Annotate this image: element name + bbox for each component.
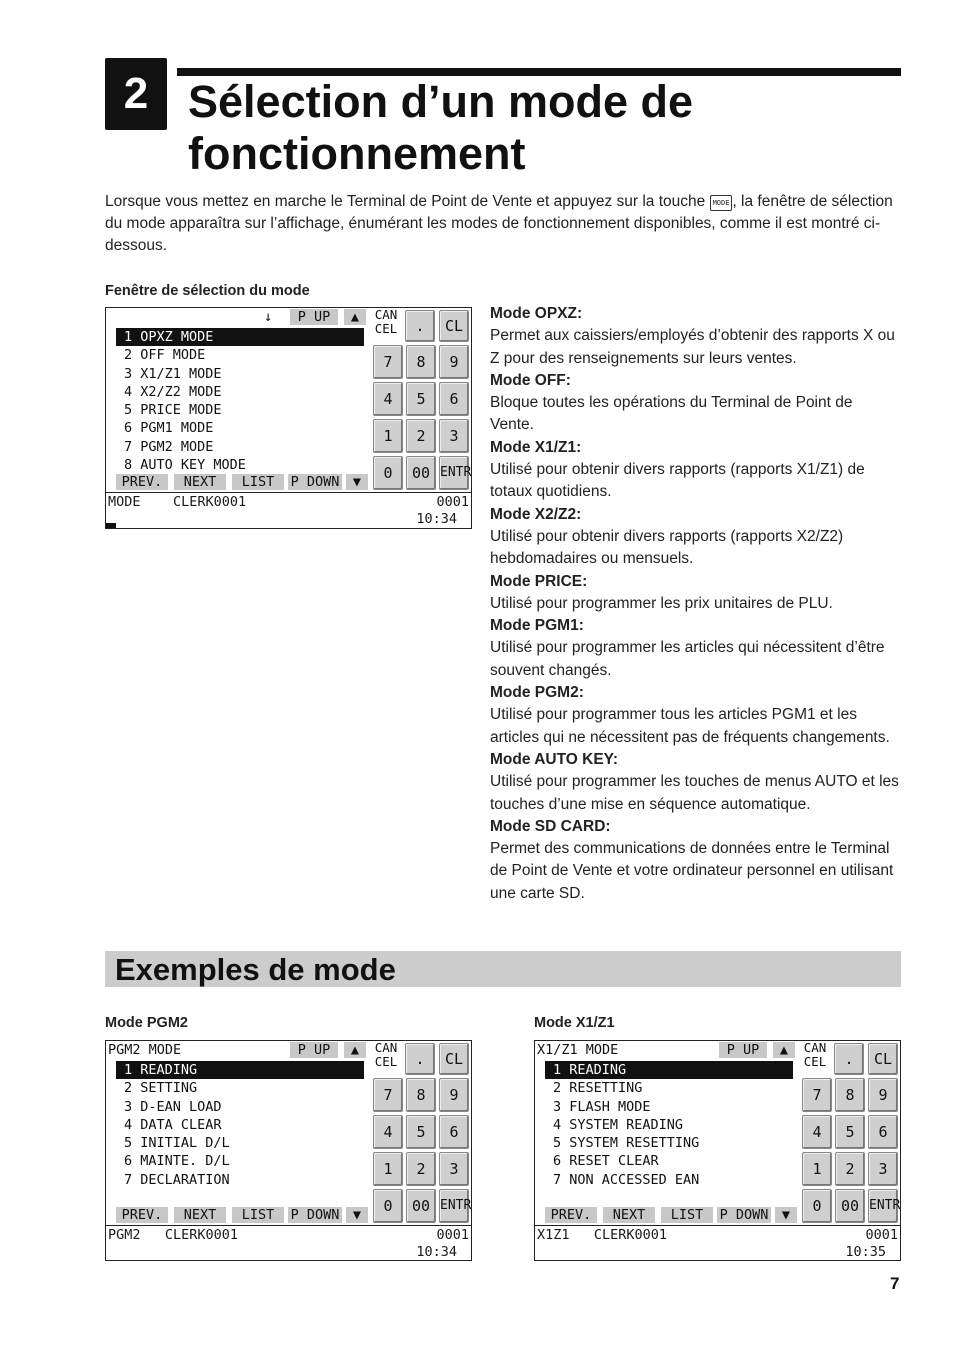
- desc-heading-price: Mode PRICE:: [490, 572, 588, 590]
- key-4[interactable]: 4: [802, 1115, 832, 1149]
- desc-heading-sd-card: Mode SD CARD:: [490, 817, 611, 835]
- menu-item-system-reading[interactable]: 4 SYSTEM READING: [553, 1116, 684, 1133]
- menu-item-resetting[interactable]: 2 RESETTING: [553, 1080, 643, 1097]
- page-down-button[interactable]: P DOWN: [288, 474, 342, 490]
- numeric-keypad: [371, 308, 472, 492]
- pgm2-menu-list: [116, 1061, 364, 1189]
- clear-key[interactable]: CL: [439, 1043, 469, 1075]
- cancel-key-line2: CEL: [374, 1054, 398, 1069]
- cancel-key-line2: CEL: [803, 1054, 827, 1069]
- key-0[interactable]: 0: [802, 1189, 832, 1223]
- desc-heading-pgm2: Mode PGM2:: [490, 684, 584, 702]
- key-0[interactable]: 0: [373, 1189, 403, 1223]
- key-2[interactable]: 2: [835, 1152, 865, 1186]
- key-2[interactable]: 2: [406, 419, 436, 453]
- status-line: [106, 492, 471, 528]
- mode-key-icon: MODE: [710, 195, 733, 211]
- key-7[interactable]: 7: [802, 1078, 832, 1112]
- x1z1-mode-screen: [534, 1040, 901, 1261]
- key-8[interactable]: 8: [406, 1078, 436, 1112]
- cancel-key-line1: CAN: [803, 1040, 827, 1055]
- menu-item-reset-clear[interactable]: 6 RESET CLEAR: [553, 1153, 659, 1170]
- menu-item-price[interactable]: 5 PRICE MODE: [124, 402, 222, 419]
- softkey-bar: [108, 1206, 370, 1224]
- key-5[interactable]: 5: [406, 1115, 436, 1149]
- status-line: [106, 1225, 471, 1261]
- scroll-up-icon[interactable]: ▲: [773, 1042, 795, 1058]
- cancel-key[interactable]: [371, 308, 401, 342]
- pgm2-mode-screen: [105, 1040, 472, 1261]
- cancel-key[interactable]: [800, 1041, 830, 1075]
- decimal-key[interactable]: .: [405, 1043, 435, 1075]
- desc-text-x2z2: Utilisé pour obtenir divers rapports (rapports X2/Z2) hebdomadaires ou mensuels.: [490, 527, 844, 568]
- status-time: 10:35: [845, 1244, 886, 1260]
- desc-text-price: Utilisé pour programmer les prix unitaires de PLU.: [490, 594, 833, 612]
- desc-text-auto-key: Utilisé pour programmer les touches de menus AUTO et les touches d’une mise en séquence automatique.: [490, 773, 899, 813]
- key-3[interactable]: 3: [439, 1152, 469, 1186]
- key-3[interactable]: 3: [868, 1152, 898, 1186]
- menu-item-x1z1[interactable]: 3 X1/Z1 MODE: [124, 365, 222, 382]
- scroll-down-icon[interactable]: ▼: [346, 1207, 368, 1223]
- key-7[interactable]: 7: [373, 345, 403, 379]
- key-5[interactable]: 5: [406, 382, 436, 416]
- menu-item-pgm1[interactable]: 6 PGM1 MODE: [124, 420, 214, 437]
- status-line: [535, 1225, 900, 1261]
- next-button[interactable]: NEXT: [603, 1207, 655, 1223]
- page-title: Sélection d’un mode de fonctionnement: [188, 76, 694, 179]
- key-4[interactable]: 4: [373, 1115, 403, 1149]
- page-up-button[interactable]: P UP: [290, 309, 338, 325]
- chapter-number: 2: [105, 58, 167, 130]
- desc-text-pgm1: Utilisé pour programmer les articles qui nécessitent d’être souvent changés.: [490, 639, 885, 679]
- down-arrow-icon: ↓: [264, 309, 273, 325]
- key-00[interactable]: 00: [406, 456, 436, 490]
- softkey-bar: [537, 1206, 799, 1224]
- desc-heading-opxz: Mode OPXZ:: [490, 305, 583, 322]
- key-1[interactable]: 1: [373, 1152, 403, 1186]
- menu-item-non-accessed-ean[interactable]: 7 NON ACCESSED EAN: [553, 1171, 700, 1188]
- enter-key[interactable]: ENTR: [439, 1189, 469, 1223]
- menu-item-mainte-dl[interactable]: 6 MAINTE. D/L: [124, 1153, 230, 1170]
- desc-heading-off: Mode OFF:: [490, 371, 571, 389]
- title-rule: [177, 68, 901, 76]
- prev-button[interactable]: PREV.: [116, 474, 168, 490]
- page-number: 7: [890, 1274, 900, 1293]
- softkey-bar: [108, 473, 370, 491]
- clear-key[interactable]: CL: [868, 1043, 898, 1075]
- key-9[interactable]: 9: [439, 345, 469, 379]
- key-6[interactable]: 6: [439, 382, 469, 416]
- desc-heading-pgm1: Mode PGM1:: [490, 617, 584, 635]
- key-1[interactable]: 1: [373, 419, 403, 453]
- mode-selection-screen: [105, 307, 472, 529]
- status-mode-clerk: MODE CLERK0001: [108, 494, 247, 510]
- key-6[interactable]: 6: [868, 1115, 898, 1149]
- status-mode-clerk: PGM2 CLERK0001: [108, 1227, 239, 1243]
- desc-heading-x2z2: Mode X2/Z2:: [490, 505, 582, 523]
- menu-item-initial-dl[interactable]: 5 INITIAL D/L: [124, 1135, 230, 1152]
- key-3[interactable]: 3: [439, 419, 469, 453]
- desc-text-pgm2: Utilisé pour programmer tous les articles PGM1 et les articles qui ne nécessitent pas de fréquents changements.: [490, 706, 890, 746]
- menu-item-data-clear[interactable]: 4 DATA CLEAR: [124, 1116, 222, 1133]
- page-down-button[interactable]: P DOWN: [717, 1207, 771, 1223]
- screen-top-bar: [106, 1041, 370, 1059]
- desc-text-opxz: Permet aux caissiers/employés d’obtenir des rapports X ou Z pour des renseignements sur leurs ventes.: [490, 327, 895, 367]
- key-7[interactable]: 7: [373, 1078, 403, 1112]
- scroll-down-icon[interactable]: ▼: [346, 474, 368, 490]
- menu-item-setting[interactable]: 2 SETTING: [124, 1080, 198, 1097]
- menu-item-flash-mode[interactable]: 3 FLASH MODE: [553, 1098, 651, 1115]
- menu-item-d-ean-load[interactable]: 3 D-EAN LOAD: [124, 1098, 222, 1115]
- key-8[interactable]: 8: [406, 345, 436, 379]
- pgm2-caption: Mode PGM2: [105, 1015, 188, 1031]
- enter-key[interactable]: ENTR: [868, 1189, 898, 1223]
- page-up-button[interactable]: P UP: [290, 1042, 338, 1058]
- key-4[interactable]: 4: [373, 382, 403, 416]
- status-time: 10:34: [416, 1244, 457, 1260]
- menu-item-x2z2[interactable]: 4 X2/Z2 MODE: [124, 383, 222, 400]
- menu-item-reading[interactable]: 1 READING: [116, 1061, 364, 1079]
- examples-section-bar: [105, 951, 901, 987]
- examples-section-title: Exemples de mode: [115, 952, 396, 987]
- key-0[interactable]: 0: [373, 456, 403, 490]
- desc-heading-auto-key: Mode AUTO KEY:: [490, 750, 619, 768]
- menu-item-opxz[interactable]: 1 OPXZ MODE: [116, 328, 364, 346]
- key-00[interactable]: 00: [835, 1189, 865, 1223]
- screen-top-bar: [106, 308, 370, 326]
- status-number: 0001: [436, 494, 469, 510]
- menu-item-auto-key[interactable]: 8 AUTO KEY MODE: [124, 457, 246, 474]
- key-8[interactable]: 8: [835, 1078, 865, 1112]
- clear-key[interactable]: CL: [439, 310, 469, 342]
- next-button[interactable]: NEXT: [174, 474, 226, 490]
- screen-mode-title: X1/Z1 MODE: [537, 1042, 619, 1058]
- status-mode-clerk: X1Z1 CLERK0001: [537, 1227, 668, 1243]
- scroll-up-icon[interactable]: ▲: [344, 309, 366, 325]
- menu-item-pgm2[interactable]: 7 PGM2 MODE: [124, 438, 214, 455]
- list-button[interactable]: LIST: [232, 474, 284, 490]
- menu-item-declaration[interactable]: 7 DECLARATION: [124, 1171, 230, 1188]
- decimal-key[interactable]: .: [834, 1043, 864, 1075]
- cursor-block: [106, 523, 116, 528]
- screen-mode-title: PGM2 MODE: [108, 1042, 182, 1058]
- x1z1-menu-list: [545, 1061, 793, 1189]
- desc-text-sd-card: Permet des communications de données entre le Terminal de Point de Vente et votre ordinateur personnel en utilisant une carte SD.: [490, 840, 894, 902]
- prev-button[interactable]: PREV.: [545, 1207, 597, 1223]
- prev-button[interactable]: PREV.: [116, 1207, 168, 1223]
- enter-key[interactable]: ENTR: [439, 456, 469, 490]
- page-down-button[interactable]: P DOWN: [288, 1207, 342, 1223]
- desc-text-off: Bloque toutes les opérations du Terminal de Point de Vente.: [490, 394, 853, 434]
- desc-heading-x1z1: Mode X1/Z1:: [490, 438, 582, 456]
- intro-paragraph: [105, 191, 905, 257]
- key-9[interactable]: 9: [868, 1078, 898, 1112]
- key-6[interactable]: 6: [439, 1115, 469, 1149]
- scroll-up-icon[interactable]: ▲: [344, 1042, 366, 1058]
- status-number: 0001: [865, 1227, 898, 1243]
- x1z1-caption: Mode X1/Z1: [534, 1015, 615, 1031]
- status-number: 0001: [436, 1227, 469, 1243]
- intro-text-before: Lorsque vous mettez en marche le Terminal de Point de Vente et appuyez sur la touche: [105, 193, 710, 210]
- status-time: 10:34: [416, 511, 457, 527]
- key-9[interactable]: 9: [439, 1078, 469, 1112]
- key-5[interactable]: 5: [835, 1115, 865, 1149]
- key-2[interactable]: 2: [406, 1152, 436, 1186]
- key-00[interactable]: 00: [406, 1189, 436, 1223]
- cancel-key[interactable]: [371, 1041, 401, 1075]
- next-button[interactable]: NEXT: [174, 1207, 226, 1223]
- desc-text-x1z1: Utilisé pour obtenir divers rapports (rapports X1/Z1) de totaux quotidiens.: [490, 461, 865, 501]
- list-button[interactable]: LIST: [661, 1207, 713, 1223]
- selection-window-caption: Fenêtre de sélection du mode: [105, 283, 310, 299]
- intro-text-after: , la fenêtre de sélection du mode apparaîtra sur l’affichage, énumérant les modes de fonctionnement disponibles, comme il est montré ci-dessous.: [105, 193, 893, 254]
- mode-descriptions: [490, 303, 900, 905]
- menu-item-system-resetting[interactable]: 5 SYSTEM RESETTING: [553, 1135, 700, 1152]
- numeric-keypad: [371, 1041, 472, 1225]
- menu-item-reading[interactable]: 1 READING: [545, 1061, 793, 1079]
- list-button[interactable]: LIST: [232, 1207, 284, 1223]
- screen-top-bar: [535, 1041, 799, 1059]
- key-1[interactable]: 1: [802, 1152, 832, 1186]
- decimal-key[interactable]: .: [405, 310, 435, 342]
- scroll-down-icon[interactable]: ▼: [775, 1207, 797, 1223]
- numeric-keypad: [800, 1041, 901, 1225]
- cancel-key-line1: CAN: [374, 307, 398, 322]
- mode-menu-list: [116, 328, 364, 474]
- cancel-key-line2: CEL: [374, 321, 398, 336]
- menu-item-off[interactable]: 2 OFF MODE: [124, 347, 206, 364]
- page-up-button[interactable]: P UP: [719, 1042, 767, 1058]
- cancel-key-line1: CAN: [374, 1040, 398, 1055]
